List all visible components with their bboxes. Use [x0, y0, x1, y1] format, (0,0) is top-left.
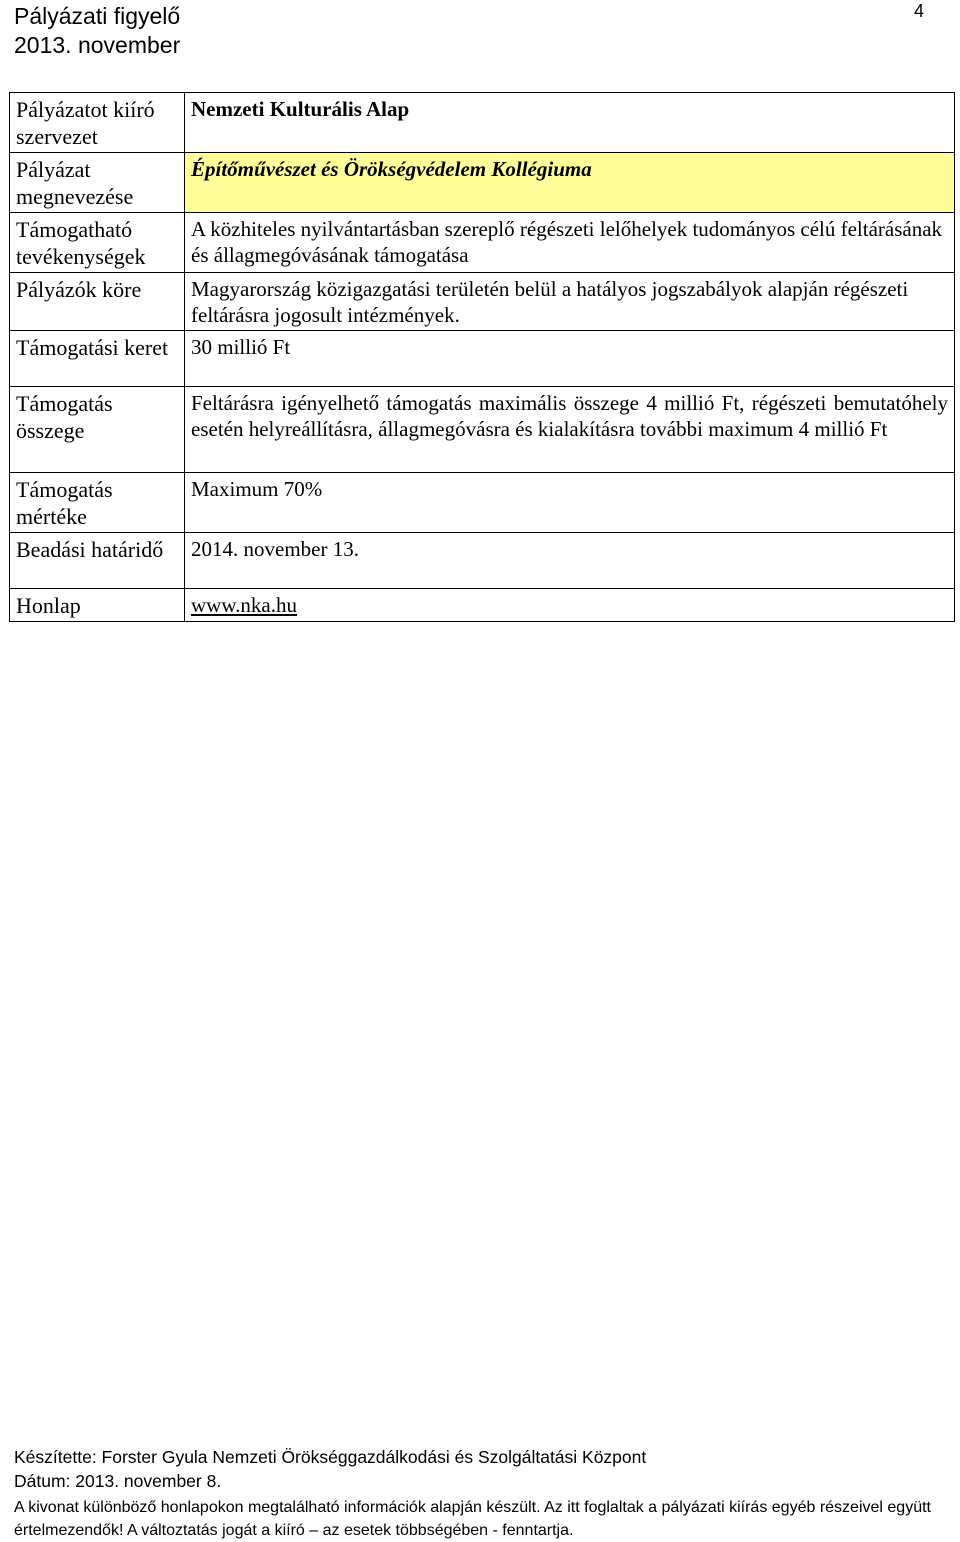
label-applicants: Pályázók köre	[10, 273, 185, 331]
label-amount: Támogatás összege	[10, 387, 185, 473]
table-row	[10, 387, 955, 473]
table-row	[10, 213, 955, 273]
value-rate: Maximum 70%	[185, 473, 955, 533]
value-applicants: Magyarország közigazgatási területén belül a hatályos jogszabályok alapján régészeti feltárásra jogosult intézmények.	[185, 273, 955, 331]
table-row	[10, 473, 955, 533]
grant-info-table	[9, 92, 955, 622]
value-organizer: Nemzeti Kulturális Alap	[185, 93, 955, 153]
value-activities: A közhiteles nyilvántartásban szereplő régészeti lelőhelyek tudományos célú feltárásának és állagmegóvásának támogatása	[185, 213, 955, 273]
table-row	[10, 589, 955, 622]
footer-author: Készítette: Forster Gyula Nemzeti Örökséggazdálkodási és Szolgáltatási Központ	[14, 1447, 647, 1467]
table-row	[10, 331, 955, 387]
label-website: Honlap	[10, 589, 185, 622]
value-budget: 30 millió Ft	[185, 331, 955, 387]
table-row	[10, 153, 955, 213]
website-link[interactable]: www.nka.hu	[191, 593, 297, 617]
label-organizer: Pályázatot kiíró szervezet	[10, 93, 185, 153]
footer-date: Dátum: 2013. november 8.	[14, 1471, 222, 1491]
website-cell	[185, 589, 955, 622]
value-call-name: Építőművészet és Örökségvédelem Kollégiuma	[185, 153, 955, 213]
table-row	[10, 93, 955, 153]
table-row	[10, 533, 955, 589]
label-rate: Támogatás mértéke	[10, 473, 185, 533]
value-amount: Feltárásra igényelhető támogatás maximális összege 4 millió Ft, régészeti bemutatóhely esetén helyreállításra, állagmegóvásra és kialakításra további maximum 4 millió Ft	[185, 387, 955, 473]
table-row	[10, 273, 955, 331]
label-activities: Támogatható tevékenységek	[10, 213, 185, 273]
footer-disclaimer: A kivonat különböző honlapokon megtalálható információk alapján készült. Az itt foglaltak a pályázati kiírás egyéb részeivel együtt értelmezendők! A változtatás jogát a kiíró – az esetek többségében - fenntartja.	[14, 1499, 931, 1539]
label-budget: Támogatási keret	[10, 331, 185, 387]
label-deadline: Beadási határidő	[10, 533, 185, 589]
value-deadline: 2014. november 13.	[185, 533, 955, 589]
page-number: 4	[913, 1, 924, 21]
label-call-name: Pályázat megnevezése	[10, 153, 185, 213]
document-date: 2013. november	[14, 32, 181, 58]
document-title: Pályázati figyelő	[14, 3, 181, 29]
footer	[14, 1445, 944, 1542]
